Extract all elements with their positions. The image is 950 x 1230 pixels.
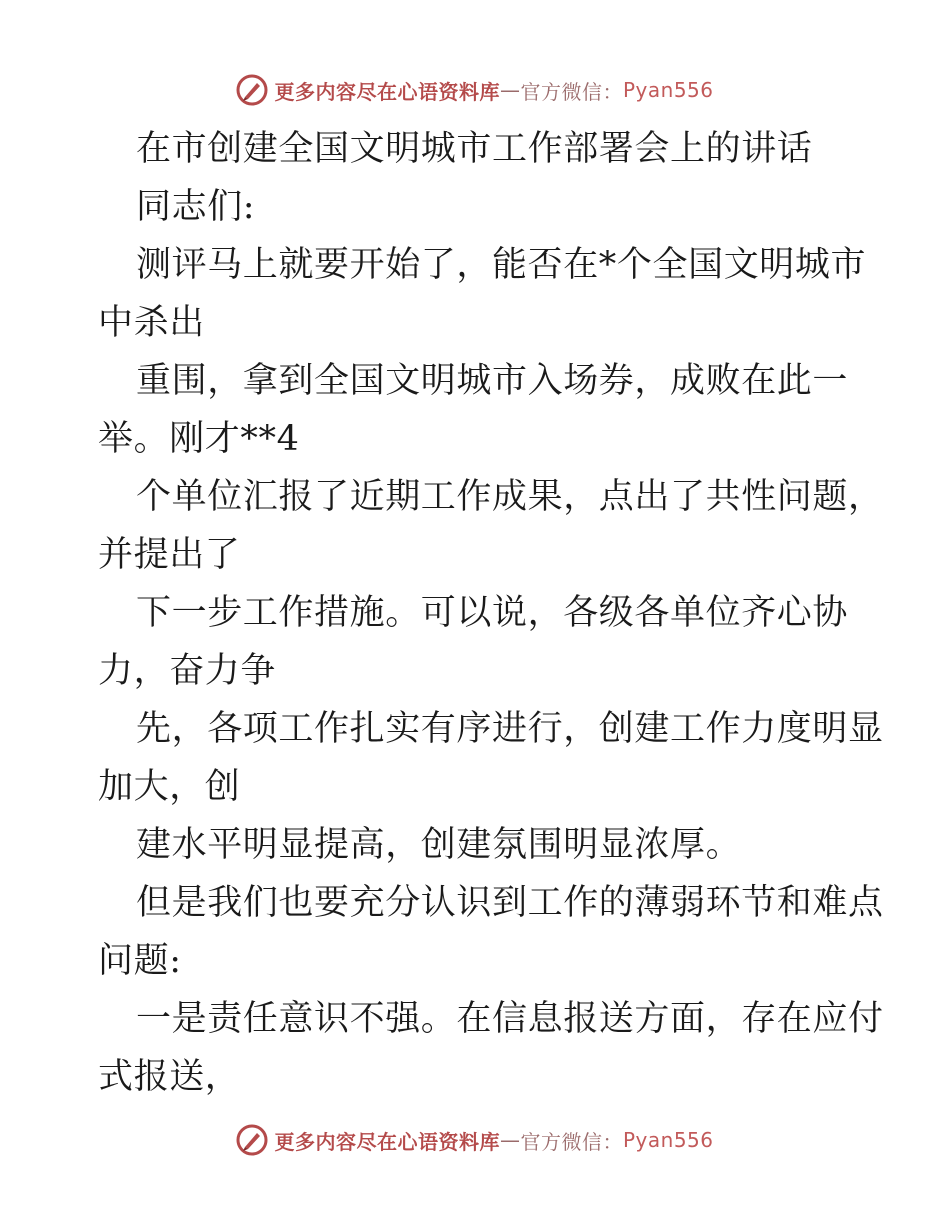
document-line: 一是责任意识不强。在信息报送方面，存在应付 xyxy=(136,999,884,1039)
document-line: 举。刚才**4 xyxy=(98,419,300,459)
watermark-wechat-id: Pyan556 xyxy=(622,1128,714,1152)
watermark-wechat-label: 官方微信： xyxy=(520,79,623,104)
document-line: 力，奋力争 xyxy=(98,651,277,691)
document-line: 在市创建全国文明城市工作部署会上的讲话 xyxy=(136,129,813,169)
document-line: 测评马上就要开始了，能否在*个全国文明城市 xyxy=(136,245,867,285)
document-line: 下一步工作措施。可以说，各级各单位齐心协 xyxy=(136,593,849,633)
document-line: 同志们: xyxy=(136,187,256,227)
document-body xyxy=(98,120,884,1106)
document-line: 先，各项工作扎实有序进行，创建工作力度明显 xyxy=(136,709,884,749)
watermark-header xyxy=(0,70,950,110)
watermark-dash: — xyxy=(499,78,521,102)
watermark-dash: — xyxy=(499,1128,521,1152)
document-line: 建水平明显提高，创建氛围明显浓厚。 xyxy=(136,825,742,865)
pen-logo-icon xyxy=(236,1124,268,1156)
document-line: 并提出了 xyxy=(98,535,241,575)
watermark-brand-text: 更多内容尽在心语资料库 xyxy=(274,79,500,104)
pen-logo-icon xyxy=(236,74,268,106)
document-line: 中杀出 xyxy=(98,303,205,343)
document-line: 问题: xyxy=(98,941,182,981)
watermark-footer xyxy=(0,1120,950,1160)
document-line: 个单位汇报了近期工作成果，点出了共性问题， xyxy=(136,477,884,517)
document-line: 但是我们也要充分认识到工作的薄弱环节和难点 xyxy=(136,883,884,923)
document-line: 式报送， xyxy=(98,1057,241,1097)
document-line: 加大，创 xyxy=(98,767,241,807)
watermark-wechat-label: 官方微信： xyxy=(520,1129,623,1154)
watermark-wechat-id: Pyan556 xyxy=(622,78,714,102)
document-line: 重围，拿到全国文明城市入场券，成败在此一 xyxy=(136,361,849,401)
watermark-brand-text: 更多内容尽在心语资料库 xyxy=(274,1129,500,1154)
